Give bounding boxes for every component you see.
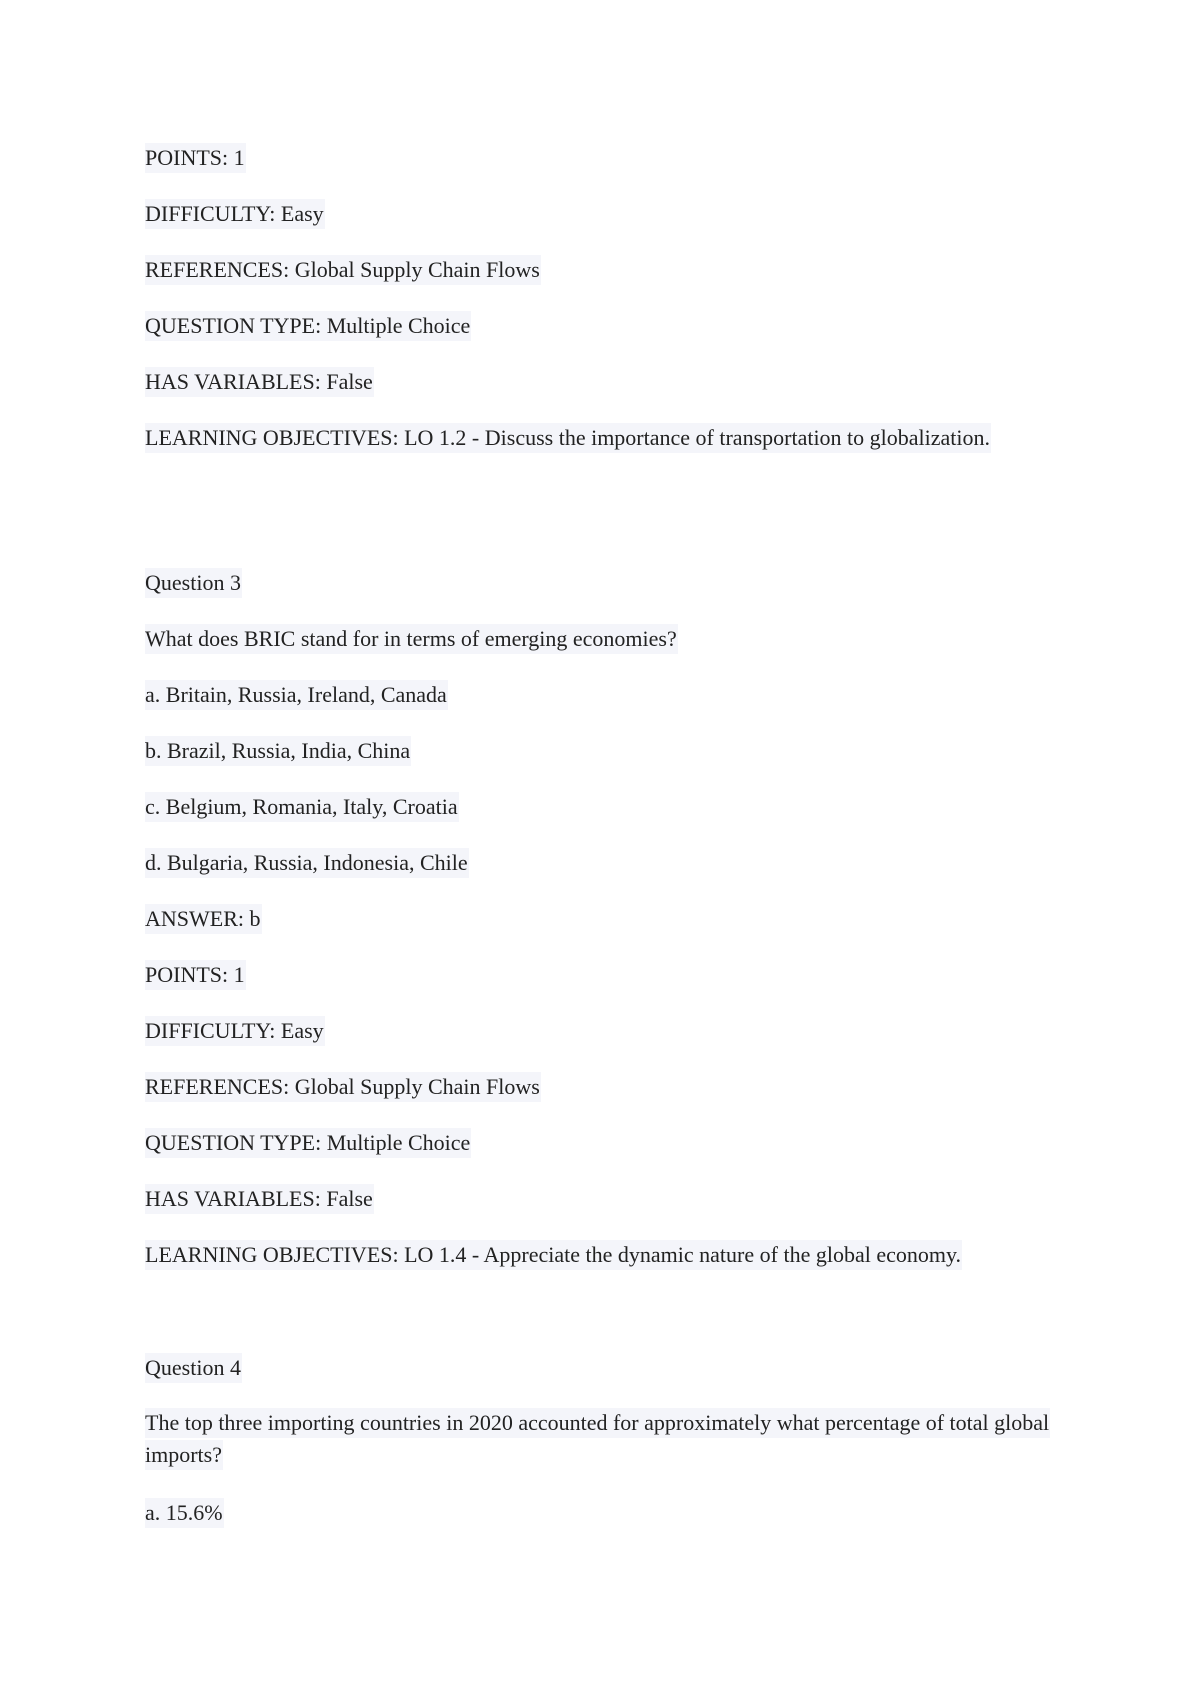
q3-option-d: d. Bulgaria, Russia, Indonesia, Chile <box>145 847 469 879</box>
q2-learning-objectives: LEARNING OBJECTIVES: LO 1.2 - Discuss the importance of transportation to globalization. <box>145 422 1075 454</box>
q3-question-type: QUESTION TYPE: Multiple Choice <box>145 1127 471 1159</box>
q3-difficulty: DIFFICULTY: Easy <box>145 1015 325 1047</box>
q2-points: POINTS: 1 <box>145 142 246 174</box>
q4-heading: Question 4 <box>145 1352 242 1384</box>
q3-answer: ANSWER: b <box>145 903 262 935</box>
q3-prompt: What does BRIC stand for in terms of emerging economies? <box>145 623 678 655</box>
q3-heading: Question 3 <box>145 567 242 599</box>
q3-references: REFERENCES: Global Supply Chain Flows <box>145 1071 541 1103</box>
q2-question-type: QUESTION TYPE: Multiple Choice <box>145 310 471 342</box>
q3-has-variables: HAS VARIABLES: False <box>145 1183 374 1215</box>
q3-points: POINTS: 1 <box>145 959 246 991</box>
q3-option-a: a. Britain, Russia, Ireland, Canada <box>145 679 448 711</box>
q2-has-variables: HAS VARIABLES: False <box>145 366 374 398</box>
q3-learning-objectives: LEARNING OBJECTIVES: LO 1.4 - Appreciate the dynamic nature of the global economy. <box>145 1239 962 1271</box>
q3-option-b: b. Brazil, Russia, India, China <box>145 735 411 767</box>
q4-option-a: a. 15.6% <box>145 1497 224 1529</box>
q3-option-c: c. Belgium, Romania, Italy, Croatia <box>145 791 459 823</box>
q4-prompt: The top three importing countries in 2020 accounted for approximately what percentage of total global imports? <box>145 1407 1075 1471</box>
q2-references: REFERENCES: Global Supply Chain Flows <box>145 254 541 286</box>
q2-difficulty: DIFFICULTY: Easy <box>145 198 325 230</box>
